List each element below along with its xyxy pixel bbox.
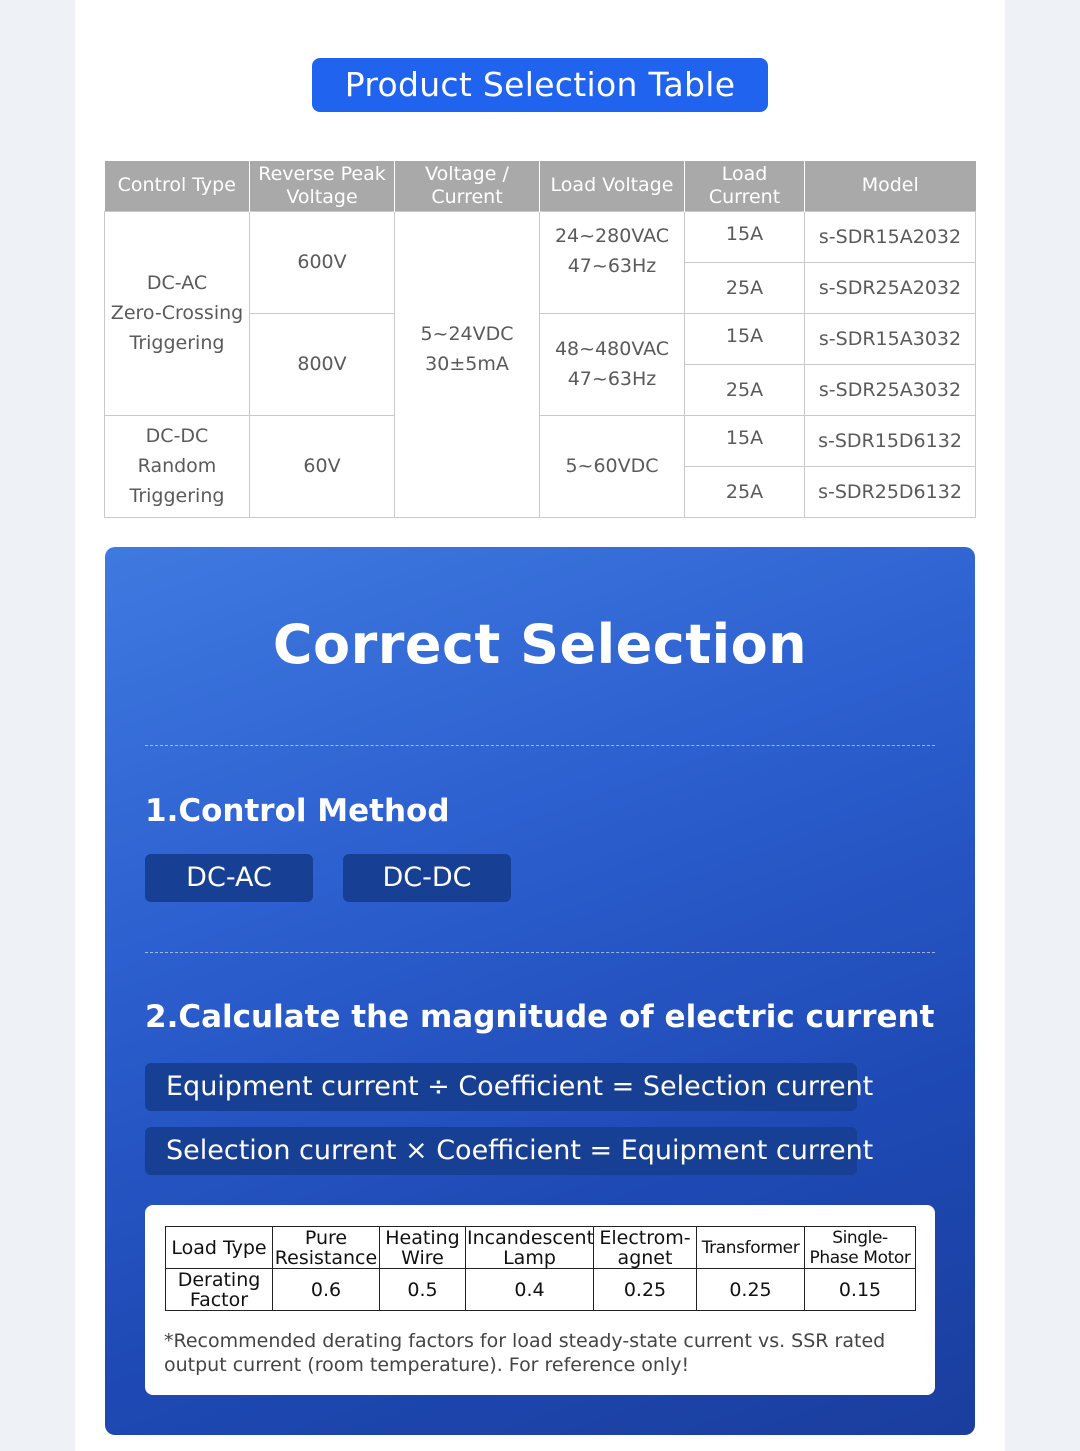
header-load-voltage: Load Voltage (540, 161, 685, 211)
product-selection-table (104, 161, 976, 518)
load-current-cell: 25A (685, 466, 805, 517)
derating-factor-cell: 0.15 (805, 1269, 916, 1311)
model-cell: s-SDR15D6132 (805, 415, 976, 466)
header-voltage-current: Voltage / Current (395, 161, 540, 211)
header-load-current: Load Current (685, 161, 805, 211)
derating-factor-cell: 0.25 (594, 1269, 697, 1311)
correct-selection-panel (105, 547, 975, 1435)
derating-factor-label: Derating Factor (166, 1269, 273, 1311)
model-cell: s-SDR15A2032 (805, 211, 976, 262)
load-current-cell: 15A (685, 313, 805, 364)
load-type-cell: Heating Wire (380, 1227, 466, 1269)
load-current-cell: 15A (685, 415, 805, 466)
derating-factor-cell: 0.25 (697, 1269, 805, 1311)
model-cell: s-SDR15A3032 (805, 313, 976, 364)
load-current-cell: 25A (685, 364, 805, 415)
load-type-cell: Single- Phase Motor (805, 1227, 916, 1269)
dashed-divider (145, 745, 935, 746)
model-cell: s-SDR25D6132 (805, 466, 976, 517)
model-cell: s-SDR25A2032 (805, 262, 976, 313)
load-type-cell: Pure Resistance (273, 1227, 380, 1269)
control-type-cell: DC-AC Zero-Crossing Triggering (105, 211, 250, 415)
derating-factor-cell: 0.6 (273, 1269, 380, 1311)
voltage-current-cell: 5~24VDC 30±5mA (395, 211, 540, 517)
reverse-peak-cell: 800V (250, 313, 395, 415)
calculate-current-title: 2.Calculate the magnitude of electric current (145, 999, 935, 1035)
header-control-type: Control Type (105, 161, 250, 211)
control-type-cell: DC-DC Random Triggering (105, 415, 250, 517)
load-type-cell: Incandescent Lamp (467, 1226, 595, 1269)
section-title: Correct Selection (272, 613, 808, 676)
load-voltage-cell: 48~480VAC 47~63Hz (540, 313, 685, 415)
table-row (105, 211, 976, 262)
model-cell: s-SDR25A3032 (805, 364, 976, 415)
load-type-cell: Transformer (697, 1227, 805, 1269)
header-model: Model (805, 161, 976, 211)
derating-factor-table (165, 1226, 916, 1311)
reverse-peak-cell: 60V (250, 415, 395, 517)
dashed-divider (145, 952, 935, 953)
derating-card (145, 1205, 935, 1395)
derating-factor-cell: 0.4 (466, 1269, 594, 1311)
dc-dc-option[interactable]: DC-DC (343, 854, 511, 902)
load-type-cell: Electrom- agnet (594, 1227, 697, 1269)
table-header-row (105, 161, 976, 211)
load-voltage-cell: 24~280VAC 47~63Hz (540, 211, 685, 313)
load-type-row (166, 1227, 916, 1269)
header-reverse-peak-voltage: Reverse Peak Voltage (250, 161, 395, 211)
reference-note: *Recommended derating factors for load steady-state current vs. SSR rated output current (room temperature). For reference only! (164, 1330, 886, 1376)
reverse-peak-cell: 600V (250, 211, 395, 313)
formula-selection-to-equipment: Selection current × Coefficient = Equipment current (145, 1127, 857, 1175)
load-current-cell: 25A (685, 262, 805, 313)
load-voltage-cell: 5~60VDC (540, 415, 685, 517)
page-title: Product Selection Table (312, 58, 768, 112)
derating-factor-row (166, 1269, 916, 1311)
table-row (105, 415, 976, 466)
load-type-label: Load Type (166, 1227, 273, 1269)
control-method-title: 1.Control Method (145, 793, 450, 829)
dc-ac-option[interactable]: DC-AC (145, 854, 313, 902)
derating-factor-cell: 0.5 (380, 1269, 466, 1311)
formula-equipment-to-selection: Equipment current ÷ Coefficient = Selection current (145, 1063, 857, 1111)
load-current-cell: 15A (685, 211, 805, 262)
